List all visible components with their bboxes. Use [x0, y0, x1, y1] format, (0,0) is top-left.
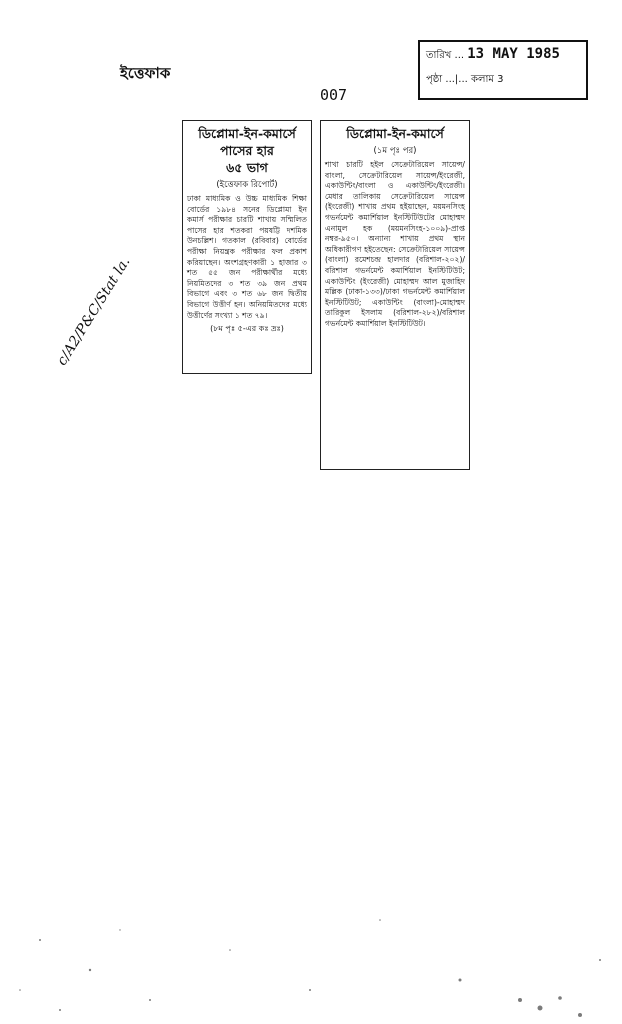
headline-line-3: ৬৫ ভাগ — [226, 160, 268, 175]
headline-line-1: ডিপ্লোমা-ইন-কমার্সে — [198, 126, 296, 141]
continuation-headline: ডিপ্লোমা-ইন-কমার্সে — [346, 126, 444, 141]
stamp-date-row: তারিখ ... 13 MAY 1985 — [426, 46, 560, 62]
stamp-date-label: তারিখ — [426, 50, 452, 61]
continuation-body: শাখা চারটি হইল সেক্রেটারিয়েল সায়েন্স/বাংলা, সেক্রেটারিয়েল সায়েন্স/ইংরেজী, একাউন্টিং/বাংলা ও একাউন্টিং/ইংরেজী। মেধার তালিকায় সেক্রেটারিয়েল সায়েন্স (ইংরেজী) শাখায় প্রথম হইয়াছেন, ময়মনসিংহ গভর্নমেন্ট কমার্শিয়াল ইনস্টিটিউটের মোহাম্মদ এনামুল হক (ময়মনসিংহ-১০০৯)-প্রাপ্ত নম্বর-৯৫০। অন্যান্য শাখায় প্রথম স্থান অধিকারীগণ হইতেছেন: সেক্রেটারিয়েল সায়েন্স (বাংলা) রমেশচন্দ্র হালদার (বরিশাল-২০২)/বরিশাল গভর্নমেন্ট কমার্শিয়াল ইনস্টিটিউট; একাউন্টিং (ইংরেজী) মোহাম্মদ আল মুজাহিদ মল্লিক (ঢাকা-১৩৩)/ঢাকা গভর্নমেন্ট কমার্শিয়াল ইনস্টিটিউট; একাউন্টিং (বাংলা)-মোহাম্মদ তারিকুল ইসলাম (বরিশাল-২৮২)/বরিশাল গভর্নমেন্ট কমার্শিয়াল ইনস্টিটিউট। — [325, 160, 465, 328]
article-body: ঢাকা মাধ্যমিক ও উচ্চ মাধ্যমিক শিক্ষা বোর্ডের ১৯৮৪ সনের ডিপ্লোমা ইন কমার্স পরীক্ষার চারটি শাখায় সম্মিলিত পাসের হার শতকরা পয়ষট্টি দশমিক উনচল্লিশ। গতকাল (রবিবার) বোর্ডের পরীক্ষা নিয়ন্ত্রক পরীক্ষার ফল প্রকাশ করিয়াছেন। অংশগ্রহণকারী ১ হাজার ৩ শত ৫৫ জন পরীক্ষার্থীর মধ্যে নিয়মিতদের ৩ শত ৩৯ জন প্রথম বিভাগে এবং ৩ শত ৬৮ জন দ্বিতীয় বিভাগে উত্তীর্ণ হন। অনিয়মিতদের মধ্যে উত্তীর্ণের সংখ্যা ১ শত ৭৯। — [187, 194, 307, 320]
article-byline: (ইত্তেফাক রিপোর্ট) — [216, 180, 278, 190]
newspaper-name: ইত্তেফাক — [120, 64, 171, 82]
stamp-column-label: কলাম — [471, 74, 494, 85]
handwritten-annotation: c/A2/P&C/Stat la. — [54, 254, 134, 369]
stamp-page-label: পৃষ্ঠা — [426, 74, 443, 85]
scan-noise — [0, 880, 622, 1024]
stamp-column-value: 3 — [497, 74, 504, 85]
reference-number: 007 — [320, 86, 348, 104]
headline-line-2: পাসের হার — [220, 143, 274, 158]
article-clipping-left — [182, 120, 312, 374]
stamp-page-row — [426, 72, 504, 89]
date-stamp — [418, 40, 588, 100]
continued-from-note: (১ম পৃঃ পর) — [373, 146, 417, 156]
stamp-date-value: 13 MAY 1985 — [467, 46, 560, 62]
continued-note: (৮ম পৃঃ ৫-এর কঃ দ্রঃ) — [210, 324, 284, 334]
article-clipping-right — [320, 120, 470, 470]
stamp-page-value: ...|... — [445, 74, 468, 85]
article-headline — [183, 121, 311, 176]
